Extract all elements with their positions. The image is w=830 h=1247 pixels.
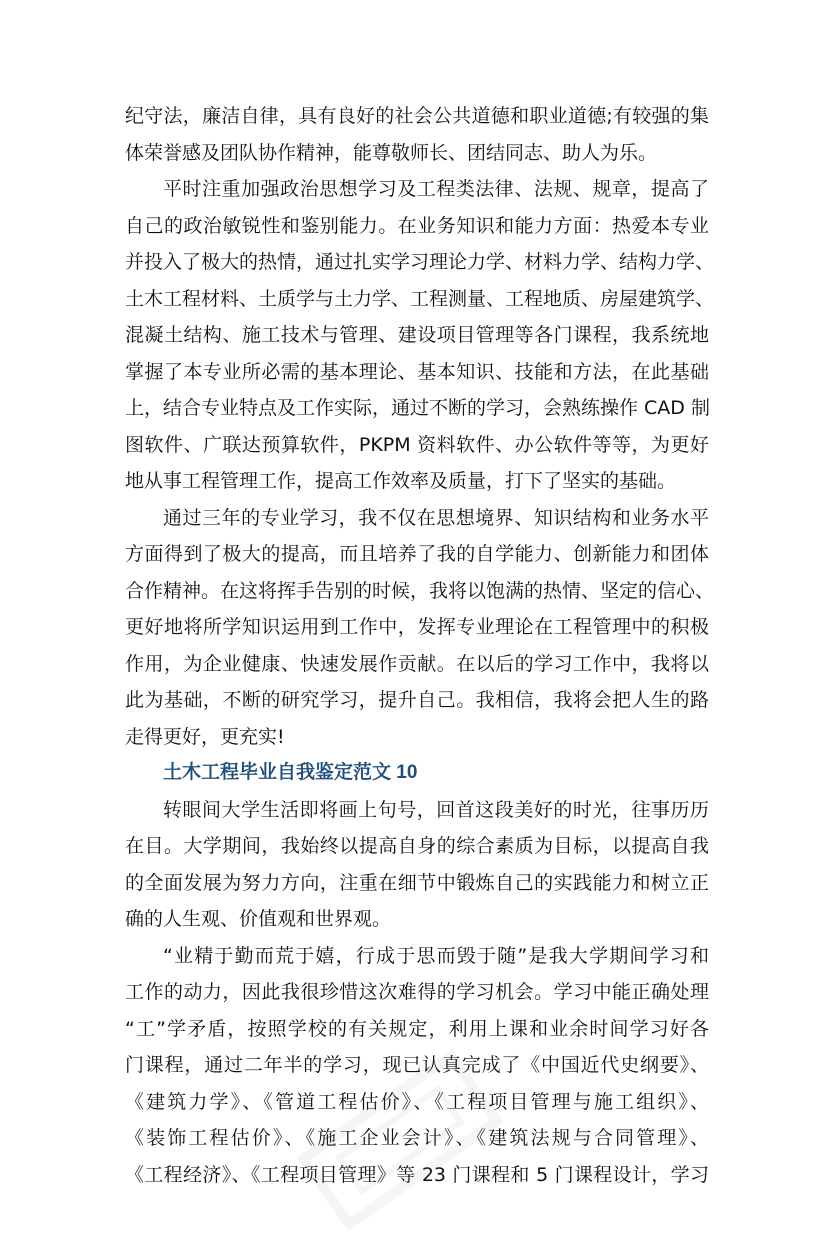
text-line: 《建筑力学》、《管道工程估价》、《工程项目管理与施工组织》、: [125, 1090, 709, 1113]
text-line: 掌握了本专业所必需的基本理论、基本知识、技能和方法，在此基础: [125, 360, 709, 383]
text-line: 地从事工程管理工作，提高工作效率及质量，打下了坚实的基础。: [125, 470, 677, 492]
text-line: “业精于勤而荒于嬉，行成于思而毁于随”是我大学期间学习和: [163, 944, 709, 967]
text-line: 工作的动力，因此我很珍惜这次难得的学习机会。学习中能正确处理: [125, 981, 709, 1003]
text-line: 体荣誉感及团队协作精神，能尊敬师长、团结同志、助人为乐。: [125, 141, 658, 164]
text-line: 方面得到了极大的提高，而且培养了我的自学能力、创新能力和团体: [125, 543, 709, 565]
text-line: 土木工程材料、土质学与土力学、工程测量、工程地质、房屋建筑学、: [125, 287, 715, 310]
text-line: 《装饰工程估价》、《施工企业会计》、《建筑法规与合同管理》、: [125, 1127, 709, 1149]
text-line: 走得更好，更充实!: [125, 725, 285, 748]
text-line: 在目。大学期间，我始终以提高自身的综合素质为目标，以提高自我: [125, 835, 709, 857]
paragraph-3: [125, 500, 715, 756]
text-line: 上，结合专业特点及工作实际，通过不断的学习，会熟练操作 CAD 制: [125, 397, 710, 419]
text-line: 此为基础，不断的研究学习，提升自己。我相信，我将会把人生的路: [125, 689, 709, 711]
text-line: 平时注重加强政治思想学习及工程类法律、法规、规章，提高了: [163, 178, 709, 200]
section-heading: 土木工程毕业自我鉴定范文 10: [163, 762, 418, 783]
document-body: [125, 98, 715, 1193]
text-line: 纪守法，廉洁自律，具有良好的社会公共道德和职业道德;有较强的集: [125, 105, 709, 127]
text-line: 并投入了极大的热情，通过扎实学习理论力学、材料力学、结构力学、: [125, 251, 715, 273]
text-line: 图软件、广联达预算软件，PKPM 资料软件、办公软件等等，为更好: [125, 433, 709, 456]
text-line: 混凝土结构、施工技术与管理、建设项目管理等各门课程，我系统地: [125, 324, 709, 346]
text-line: 作用，为企业健康、快速发展作贡献。在以后的学习工作中，我将以: [125, 652, 709, 675]
text-line: 确的人生观、价值观和世界观。: [125, 908, 392, 930]
text-line: 更好地将所学知识运用到工作中，发挥专业理论在工程管理中的积极: [125, 616, 709, 638]
paragraph-2: [125, 171, 715, 500]
text-line: 合作精神。在这将挥手告别的时候，我将以饱满的热情、坚定的信心、: [125, 579, 715, 602]
text-line: 通过三年的专业学习，我不仅在思想境界、知识结构和业务水平: [163, 506, 709, 529]
text-line: 《工程经济》、《工程项目管理》等 23 门课程和 5 门课程设计，学习: [125, 1163, 709, 1186]
text-line: “工”学矛盾，按照学校的有关规定，利用上课和业余时间学习好各: [125, 1017, 709, 1040]
text-line: 自己的政治敏锐性和鉴别能力。在业务知识和能力方面：热爱本专业: [125, 214, 709, 237]
paragraph-4: [125, 792, 709, 938]
text-line: 门课程，通过二年半的学习，现已认真完成了《中国近代史纲要》、: [125, 1054, 709, 1076]
text-line: 的全面发展为努力方向，注重在细节中锻炼自己的实践能力和树立正: [125, 871, 709, 894]
text-line: 转眼间大学生活即将画上句号，回首这段美好的时光，往事历历: [163, 798, 709, 821]
paragraph-1: [125, 98, 709, 171]
